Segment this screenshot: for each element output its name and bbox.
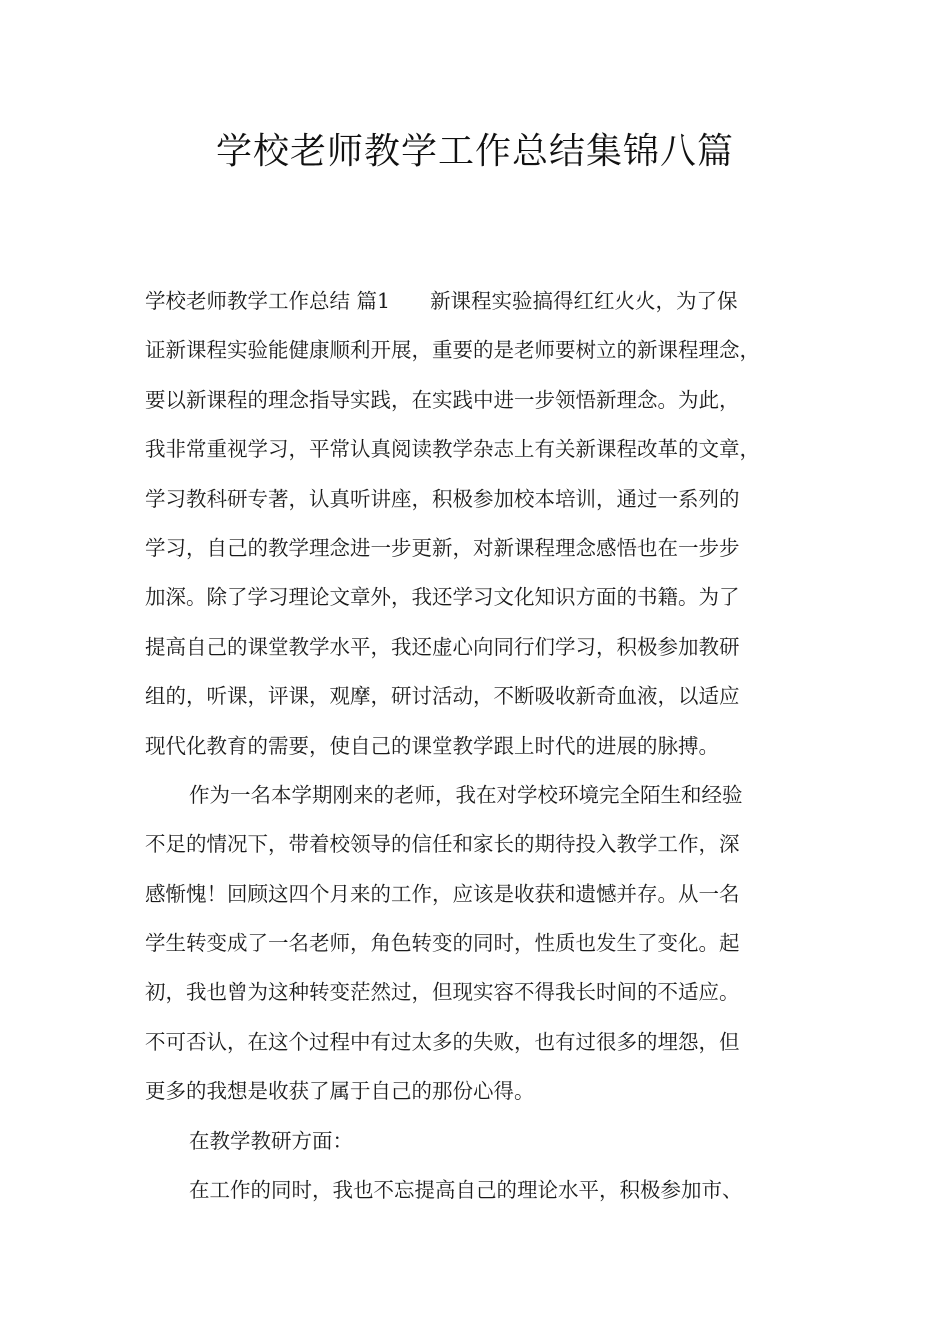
paragraph-line: 在工作的同时，我也不忘提高自己的理论水平，积极参加市、 bbox=[189, 1178, 743, 1203]
paragraph-line: 初，我也曾为这种转变茫然过，但现实容不得我长时间的不适应。 bbox=[145, 980, 740, 1005]
paragraph-line: 学生转变成了一名老师，角色转变的同时，性质也发生了变化。起 bbox=[145, 931, 740, 956]
paragraph-line: 现代化教育的需要，使自己的课堂教学跟上时代的进展的脉搏。 bbox=[145, 733, 719, 758]
paragraph-line: 证新课程实验能健康顺利开展，重要的是老师要树立的新课程理念， bbox=[145, 338, 760, 363]
paragraph-line: 感惭愧！回顾这四个月来的工作，应该是收获和遗憾并存。从一名 bbox=[145, 881, 740, 906]
paragraph-line bbox=[145, 277, 835, 326]
paragraph-line: 提高自己的课堂教学水平，我还虚心向同行们学习，积极参加教研 bbox=[145, 634, 740, 659]
paragraph-line: 要以新课程的理念指导实践，在实践中进一步领悟新理念。为此， bbox=[145, 387, 740, 412]
paragraph-line: 组的，听课，评课，观摩，研讨活动，不断吸收新奇血液，以适应 bbox=[145, 684, 740, 709]
paragraph-line: 我非常重视学习，平常认真阅读教学杂志上有关新课程改革的文章， bbox=[145, 437, 760, 462]
subheading-line: 在教学教研方面： bbox=[189, 1128, 353, 1153]
paragraph-line: 学习，自己的教学理念进一步更新，对新课程理念感悟也在一步步 bbox=[145, 535, 740, 560]
paragraph-text: 新课程实验搞得红红火火，为了保 bbox=[430, 289, 738, 313]
paragraph-line: 加深。除了学习理论文章外，我还学习文化知识方面的书籍。为了 bbox=[145, 585, 740, 610]
paragraph-line: 作为一名本学期刚来的老师，我在对学校环境完全陌生和经验 bbox=[189, 782, 743, 807]
section-heading: 学校老师教学工作总结 篇1 bbox=[145, 289, 391, 313]
paragraph-line: 更多的我想是收获了属于自己的那份心得。 bbox=[145, 1079, 535, 1104]
paragraph-line: 不可否认，在这个过程中有过太多的失败，也有过很多的埋怨，但 bbox=[145, 1029, 740, 1054]
paragraph-line: 不足的情况下，带着校领导的信任和家长的期待投入教学工作，深 bbox=[145, 832, 740, 857]
document-body bbox=[145, 277, 835, 1215]
document-title: 学校老师教学工作总结集锦八篇 bbox=[215, 131, 734, 172]
paragraph-line: 学习教科研专著，认真听讲座，积极参加校本培训，通过一系列的 bbox=[145, 486, 740, 511]
